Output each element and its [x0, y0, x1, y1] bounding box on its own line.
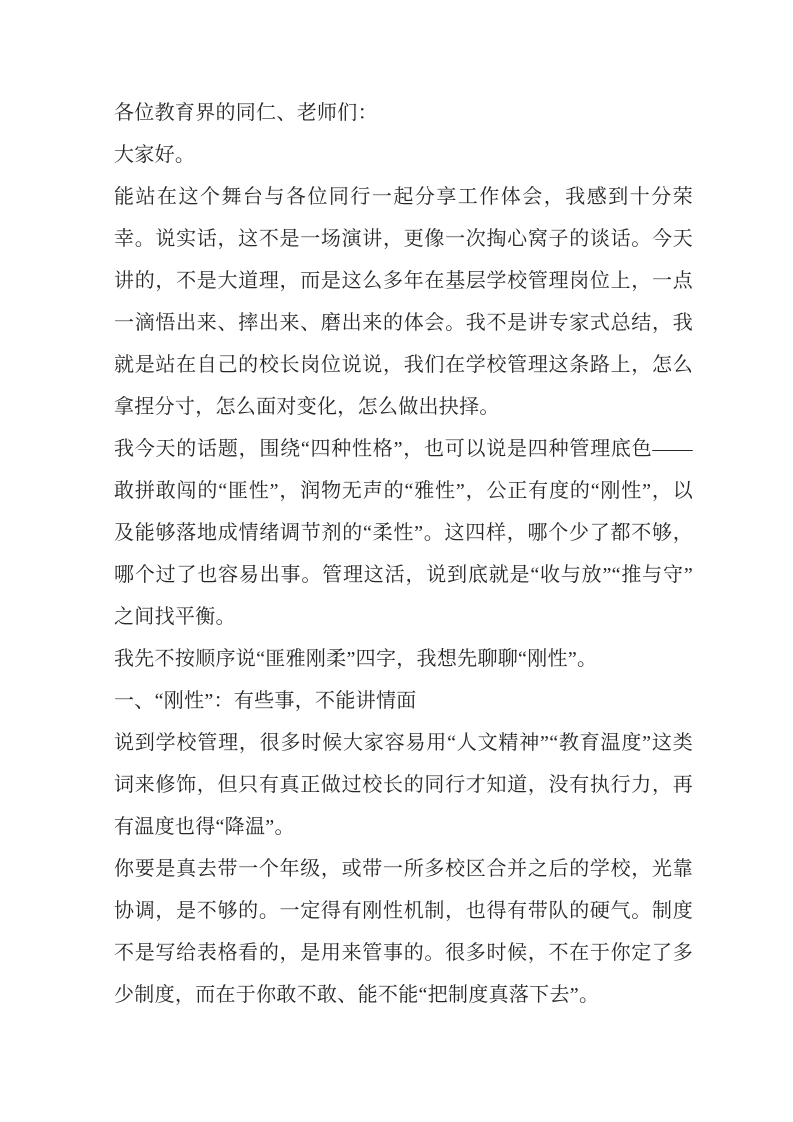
paragraph-theme-four-traits: 我今天的话题，围绕“四种性格”，也可以说是四种管理底色——敢拼敢闯的“匪性”，润物无声的“雅性”，公正有度的“刚性”，以及能够落地成情绪调节剂的“柔性”。这四样，哪个少了都不够，哪个过了也容易出事。管理这活，说到底就是“收与放”“推与守”之间找平衡。: [114, 438, 693, 628]
paragraph-rigidity-2: 你要是真去带一个年级，或带一所多校区合并之后的学校，光靠协调，是不够的。一定得有刚性机制，也得有带队的硬气。制度不是写给表格看的，是用来管事的。很多时候，不在于你定了多少制度，而在于你敢不敢、能不能“把制度真落下去”。: [114, 858, 693, 1006]
paragraph-transition: 我先不按顺序说“匪雅刚柔”四字，我想先聊聊“刚性”。: [114, 648, 598, 670]
salutation-line: 各位教育界的同仁、老师们：: [114, 102, 378, 124]
text-block: [114, 92, 693, 1016]
paragraph-intro: 能站在这个舞台与各位同行一起分享工作体会，我感到十分荣幸。说实话，这不是一场演讲，更像一次掏心窝子的谈话。今天讲的，不是大道理，而是这么多年在基层学校管理岗位上，一点一滴悟出来、摔出来、磨出来的体会。我不是讲专家式总结，我就是站在自己的校长岗位说说，我们在学校管理这条路上，怎么拿捏分寸，怎么面对变化，怎么做出抉择。: [114, 186, 693, 418]
greeting-line: 大家好。: [114, 144, 196, 166]
section-heading-rigidity: 一、“刚性”：有些事，不能讲情面: [114, 690, 417, 712]
paragraph-rigidity-1: 说到学校管理，很多时候大家容易用“人文精神”“教育温度”这类词来修饰，但只有真正做过校长的同行才知道，没有执行力，再有温度也得“降温”。: [114, 732, 693, 838]
